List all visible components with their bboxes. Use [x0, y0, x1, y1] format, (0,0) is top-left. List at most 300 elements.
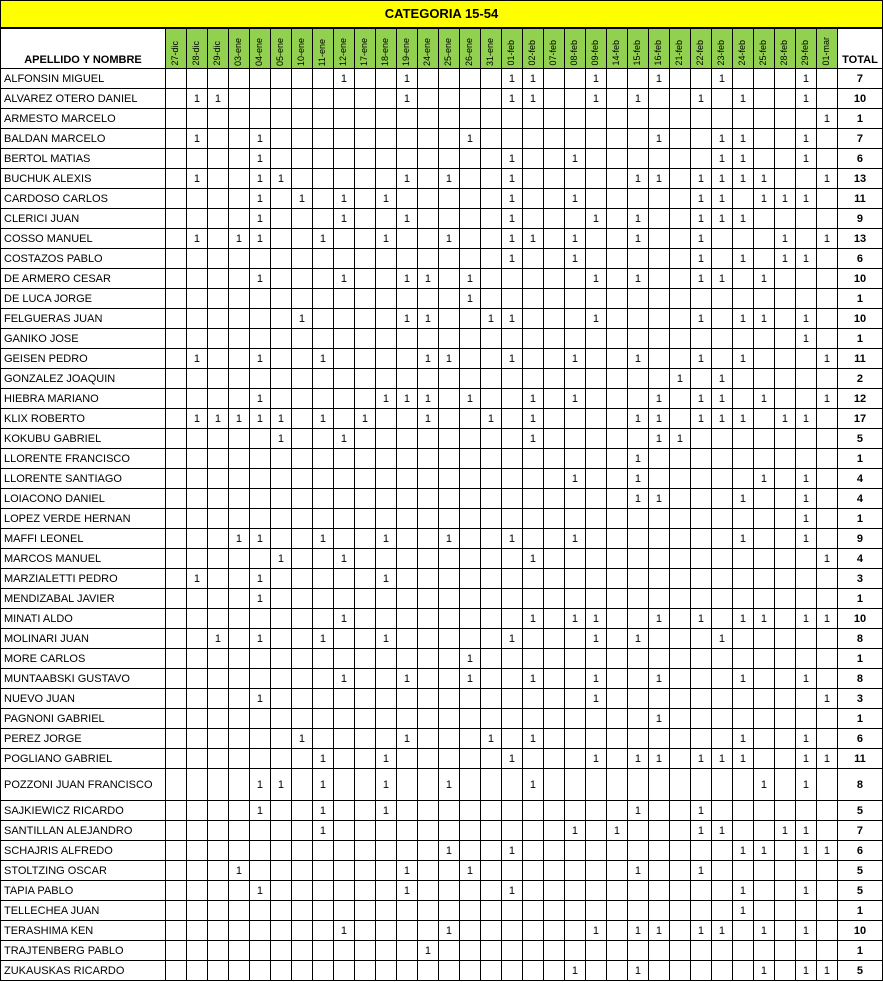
- attendance-cell: [186, 269, 207, 289]
- attendance-cell: [417, 821, 438, 841]
- attendance-cell: [228, 309, 249, 329]
- attendance-cell: 1: [312, 821, 333, 841]
- attendance-cell: 1: [396, 209, 417, 229]
- attendance-cell: [228, 649, 249, 669]
- attendance-cell: [270, 921, 291, 941]
- attendance-cell: [480, 469, 501, 489]
- date-column-header: [543, 29, 564, 69]
- date-label: 23-feb: [715, 40, 726, 66]
- attendance-cell: [564, 729, 585, 749]
- attendance-cell: [585, 709, 606, 729]
- total-cell: 1: [837, 509, 882, 529]
- attendance-cell: [291, 249, 312, 269]
- attendance-cell: 1: [627, 349, 648, 369]
- attendance-cell: 1: [249, 229, 270, 249]
- attendance-cell: [711, 309, 732, 329]
- attendance-cell: [291, 209, 312, 229]
- attendance-cell: 1: [522, 69, 543, 89]
- attendance-cell: [333, 649, 354, 669]
- attendance-cell: [207, 921, 228, 941]
- attendance-cell: [753, 589, 774, 609]
- attendance-cell: [438, 689, 459, 709]
- attendance-cell: [312, 921, 333, 941]
- attendance-cell: [690, 629, 711, 649]
- attendance-cell: [354, 901, 375, 921]
- attendance-cell: 1: [627, 269, 648, 289]
- attendance-cell: [459, 901, 480, 921]
- attendance-cell: [291, 669, 312, 689]
- attendance-cell: [165, 841, 186, 861]
- attendance-cell: [396, 369, 417, 389]
- player-name-cell: TERASHIMA KEN: [1, 921, 166, 941]
- attendance-cell: [270, 369, 291, 389]
- attendance-cell: [228, 709, 249, 729]
- attendance-cell: [417, 509, 438, 529]
- attendance-cell: 1: [522, 409, 543, 429]
- attendance-cell: [375, 169, 396, 189]
- attendance-cell: [648, 881, 669, 901]
- attendance-cell: [186, 901, 207, 921]
- attendance-cell: [711, 469, 732, 489]
- attendance-cell: 1: [732, 669, 753, 689]
- attendance-cell: [816, 669, 837, 689]
- attendance-cell: [207, 529, 228, 549]
- attendance-cell: 1: [564, 529, 585, 549]
- attendance-cell: 1: [816, 389, 837, 409]
- attendance-cell: [501, 941, 522, 961]
- attendance-cell: [375, 489, 396, 509]
- attendance-cell: [690, 881, 711, 901]
- attendance-cell: [711, 549, 732, 569]
- attendance-cell: [228, 749, 249, 769]
- attendance-cell: [690, 569, 711, 589]
- attendance-cell: [354, 149, 375, 169]
- attendance-cell: [564, 689, 585, 709]
- attendance-cell: 1: [375, 629, 396, 649]
- attendance-cell: [564, 409, 585, 429]
- attendance-cell: 1: [249, 389, 270, 409]
- attendance-cell: [669, 389, 690, 409]
- attendance-cell: [186, 841, 207, 861]
- attendance-cell: [333, 709, 354, 729]
- attendance-cell: [249, 729, 270, 749]
- table-row: [1, 209, 883, 229]
- attendance-cell: [711, 589, 732, 609]
- attendance-cell: [396, 629, 417, 649]
- attendance-cell: [459, 449, 480, 469]
- attendance-cell: [354, 821, 375, 841]
- attendance-cell: [564, 941, 585, 961]
- total-cell: 10: [837, 269, 882, 289]
- attendance-cell: [501, 821, 522, 841]
- attendance-cell: [249, 89, 270, 109]
- attendance-cell: 1: [417, 409, 438, 429]
- total-cell: 10: [837, 921, 882, 941]
- attendance-cell: 1: [753, 189, 774, 209]
- attendance-cell: [522, 149, 543, 169]
- attendance-cell: [354, 449, 375, 469]
- attendance-cell: [501, 329, 522, 349]
- attendance-cell: [354, 841, 375, 861]
- attendance-cell: [522, 449, 543, 469]
- attendance-cell: [165, 229, 186, 249]
- attendance-cell: [228, 129, 249, 149]
- attendance-cell: [249, 109, 270, 129]
- attendance-cell: 1: [396, 881, 417, 901]
- attendance-cell: 1: [585, 269, 606, 289]
- attendance-cell: [501, 489, 522, 509]
- attendance-cell: 1: [249, 209, 270, 229]
- attendance-cell: [165, 89, 186, 109]
- attendance-cell: [375, 469, 396, 489]
- total-cell: 8: [837, 769, 882, 801]
- attendance-cell: [396, 489, 417, 509]
- attendance-cell: [795, 349, 816, 369]
- attendance-cell: 1: [795, 821, 816, 841]
- attendance-cell: [249, 921, 270, 941]
- attendance-cell: [627, 189, 648, 209]
- attendance-cell: 1: [753, 921, 774, 941]
- attendance-cell: [375, 409, 396, 429]
- attendance-cell: [522, 469, 543, 489]
- attendance-cell: [774, 269, 795, 289]
- attendance-cell: [774, 169, 795, 189]
- attendance-cell: [291, 269, 312, 289]
- attendance-cell: [774, 129, 795, 149]
- attendance-cell: [501, 901, 522, 921]
- attendance-cell: 1: [249, 881, 270, 901]
- attendance-cell: [270, 449, 291, 469]
- attendance-cell: 1: [711, 269, 732, 289]
- attendance-cell: 1: [795, 129, 816, 149]
- table-row: [1, 349, 883, 369]
- attendance-cell: [291, 821, 312, 841]
- attendance-cell: [186, 289, 207, 309]
- attendance-cell: [564, 109, 585, 129]
- attendance-cell: [669, 769, 690, 801]
- attendance-cell: [312, 509, 333, 529]
- attendance-cell: [522, 749, 543, 769]
- player-name-cell: ZUKAUSKAS RICARDO: [1, 961, 166, 981]
- total-cell: 2: [837, 369, 882, 389]
- attendance-cell: [207, 689, 228, 709]
- attendance-cell: [186, 921, 207, 941]
- attendance-cell: [333, 349, 354, 369]
- table-row: [1, 429, 883, 449]
- attendance-cell: [648, 529, 669, 549]
- attendance-cell: [774, 289, 795, 309]
- attendance-cell: [480, 769, 501, 801]
- attendance-cell: [627, 249, 648, 269]
- attendance-cell: [543, 89, 564, 109]
- player-name-cell: LOPEZ VERDE HERNAN: [1, 509, 166, 529]
- attendance-cell: 1: [669, 429, 690, 449]
- attendance-cell: [375, 249, 396, 269]
- attendance-cell: 1: [732, 209, 753, 229]
- attendance-cell: 1: [648, 389, 669, 409]
- attendance-cell: 1: [690, 801, 711, 821]
- date-label: 16-feb: [652, 40, 663, 66]
- attendance-cell: [522, 709, 543, 729]
- attendance-cell: [816, 69, 837, 89]
- attendance-cell: 1: [375, 229, 396, 249]
- attendance-cell: [186, 669, 207, 689]
- attendance-cell: [543, 69, 564, 89]
- attendance-cell: [375, 709, 396, 729]
- attendance-cell: 1: [585, 749, 606, 769]
- attendance-cell: [270, 249, 291, 269]
- attendance-cell: [627, 149, 648, 169]
- attendance-cell: [333, 129, 354, 149]
- attendance-cell: [543, 689, 564, 709]
- attendance-cell: [228, 69, 249, 89]
- total-cell: 1: [837, 109, 882, 129]
- attendance-cell: [753, 669, 774, 689]
- attendance-cell: 1: [585, 669, 606, 689]
- attendance-cell: [438, 109, 459, 129]
- attendance-cell: [795, 649, 816, 669]
- attendance-cell: [543, 589, 564, 609]
- attendance-cell: [732, 589, 753, 609]
- attendance-cell: [564, 629, 585, 649]
- attendance-cell: [543, 249, 564, 269]
- attendance-cell: [648, 449, 669, 469]
- attendance-cell: [312, 69, 333, 89]
- attendance-cell: [795, 429, 816, 449]
- attendance-cell: [690, 901, 711, 921]
- attendance-cell: 1: [501, 89, 522, 109]
- attendance-cell: [480, 549, 501, 569]
- attendance-cell: [669, 509, 690, 529]
- attendance-cell: [606, 309, 627, 329]
- attendance-cell: [501, 269, 522, 289]
- table-row: [1, 861, 883, 881]
- attendance-cell: [522, 329, 543, 349]
- attendance-cell: [438, 821, 459, 841]
- attendance-cell: [774, 369, 795, 389]
- attendance-cell: [438, 429, 459, 449]
- attendance-cell: [816, 649, 837, 669]
- attendance-cell: [669, 149, 690, 169]
- attendance-cell: [774, 609, 795, 629]
- attendance-cell: [396, 429, 417, 449]
- attendance-cell: [459, 509, 480, 529]
- attendance-cell: [627, 429, 648, 449]
- attendance-cell: 1: [795, 609, 816, 629]
- attendance-cell: [606, 769, 627, 801]
- attendance-cell: [669, 69, 690, 89]
- table-row: [1, 329, 883, 349]
- attendance-cell: [690, 549, 711, 569]
- attendance-cell: [669, 489, 690, 509]
- attendance-cell: [354, 109, 375, 129]
- attendance-cell: [669, 409, 690, 429]
- attendance-cell: [165, 749, 186, 769]
- attendance-cell: [270, 861, 291, 881]
- attendance-cell: [354, 309, 375, 329]
- attendance-cell: [249, 749, 270, 769]
- attendance-cell: 1: [627, 89, 648, 109]
- date-column-header: [690, 29, 711, 69]
- attendance-cell: [606, 109, 627, 129]
- attendance-cell: [312, 429, 333, 449]
- attendance-cell: 1: [648, 169, 669, 189]
- attendance-cell: 1: [375, 389, 396, 409]
- attendance-cell: [165, 769, 186, 801]
- attendance-cell: [627, 941, 648, 961]
- attendance-cell: 1: [459, 129, 480, 149]
- total-cell: 3: [837, 689, 882, 709]
- attendance-cell: [270, 689, 291, 709]
- attendance-cell: 1: [501, 149, 522, 169]
- attendance-cell: [606, 149, 627, 169]
- attendance-cell: [501, 689, 522, 709]
- table-row: [1, 109, 883, 129]
- attendance-cell: [312, 169, 333, 189]
- attendance-cell: [438, 69, 459, 89]
- attendance-cell: [564, 549, 585, 569]
- attendance-cell: 1: [501, 169, 522, 189]
- attendance-cell: [669, 469, 690, 489]
- attendance-cell: [249, 941, 270, 961]
- attendance-cell: [375, 649, 396, 669]
- table-row: [1, 269, 883, 289]
- attendance-cell: [459, 769, 480, 801]
- total-cell: 8: [837, 629, 882, 649]
- attendance-cell: [648, 509, 669, 529]
- attendance-cell: 1: [312, 529, 333, 549]
- attendance-cell: 1: [375, 529, 396, 549]
- attendance-cell: [501, 429, 522, 449]
- attendance-cell: [438, 329, 459, 349]
- attendance-cell: [354, 69, 375, 89]
- attendance-cell: 1: [564, 609, 585, 629]
- attendance-cell: [774, 861, 795, 881]
- attendance-cell: [165, 589, 186, 609]
- attendance-cell: [711, 669, 732, 689]
- attendance-cell: [165, 129, 186, 149]
- date-label: 04-ene: [253, 37, 264, 66]
- attendance-cell: [522, 801, 543, 821]
- attendance-cell: [753, 861, 774, 881]
- attendance-cell: [333, 109, 354, 129]
- attendance-cell: 1: [501, 69, 522, 89]
- player-name-cell: MORE CARLOS: [1, 649, 166, 669]
- attendance-cell: [690, 149, 711, 169]
- attendance-cell: [396, 529, 417, 549]
- attendance-cell: [732, 189, 753, 209]
- attendance-cell: [480, 429, 501, 449]
- attendance-cell: 1: [501, 881, 522, 901]
- total-cell: 1: [837, 289, 882, 309]
- attendance-cell: 1: [249, 189, 270, 209]
- attendance-cell: [354, 229, 375, 249]
- attendance-cell: [354, 549, 375, 569]
- attendance-cell: [228, 329, 249, 349]
- attendance-cell: [732, 429, 753, 449]
- attendance-cell: [501, 649, 522, 669]
- attendance-cell: [816, 89, 837, 109]
- attendance-cell: [648, 209, 669, 229]
- attendance-cell: [207, 429, 228, 449]
- date-label: 22-feb: [694, 40, 705, 66]
- attendance-cell: [354, 961, 375, 981]
- attendance-cell: [375, 209, 396, 229]
- attendance-cell: [522, 309, 543, 329]
- attendance-cell: [522, 841, 543, 861]
- attendance-cell: [354, 429, 375, 449]
- attendance-cell: [690, 509, 711, 529]
- attendance-cell: [753, 569, 774, 589]
- attendance-cell: [480, 109, 501, 129]
- attendance-cell: [816, 409, 837, 429]
- attendance-cell: 1: [249, 589, 270, 609]
- total-cell: 13: [837, 169, 882, 189]
- attendance-cell: [354, 249, 375, 269]
- attendance-cell: [564, 449, 585, 469]
- attendance-cell: [690, 589, 711, 609]
- attendance-table: [0, 28, 883, 981]
- table-row: [1, 469, 883, 489]
- attendance-cell: [669, 529, 690, 549]
- attendance-cell: [585, 109, 606, 129]
- attendance-cell: [165, 289, 186, 309]
- attendance-cell: [249, 961, 270, 981]
- attendance-cell: [459, 941, 480, 961]
- attendance-cell: [207, 861, 228, 881]
- attendance-cell: [543, 921, 564, 941]
- attendance-cell: [270, 269, 291, 289]
- attendance-cell: [186, 689, 207, 709]
- attendance-cell: [690, 729, 711, 749]
- date-column-header: [459, 29, 480, 69]
- attendance-cell: [543, 289, 564, 309]
- attendance-cell: [564, 589, 585, 609]
- attendance-cell: [795, 801, 816, 821]
- date-label: 14-feb: [610, 40, 621, 66]
- attendance-cell: [543, 109, 564, 129]
- attendance-cell: [354, 169, 375, 189]
- attendance-cell: [774, 109, 795, 129]
- attendance-cell: [480, 449, 501, 469]
- attendance-cell: [207, 489, 228, 509]
- attendance-cell: [753, 449, 774, 469]
- attendance-cell: 1: [690, 229, 711, 249]
- attendance-cell: [333, 509, 354, 529]
- attendance-cell: [669, 549, 690, 569]
- attendance-cell: 1: [753, 169, 774, 189]
- attendance-cell: 1: [774, 409, 795, 429]
- attendance-cell: [564, 861, 585, 881]
- date-column-header: [522, 29, 543, 69]
- attendance-cell: 1: [795, 149, 816, 169]
- attendance-cell: [396, 449, 417, 469]
- attendance-cell: [186, 961, 207, 981]
- player-name-cell: GONZALEZ JOAQUIN: [1, 369, 166, 389]
- attendance-cell: [312, 689, 333, 709]
- attendance-cell: [207, 749, 228, 769]
- attendance-cell: [543, 881, 564, 901]
- attendance-cell: [774, 489, 795, 509]
- date-label: 09-feb: [589, 40, 600, 66]
- attendance-cell: [312, 449, 333, 469]
- attendance-cell: [480, 489, 501, 509]
- attendance-cell: 1: [522, 549, 543, 569]
- attendance-cell: 1: [690, 921, 711, 941]
- attendance-cell: [375, 729, 396, 749]
- attendance-cell: [732, 569, 753, 589]
- attendance-cell: [354, 649, 375, 669]
